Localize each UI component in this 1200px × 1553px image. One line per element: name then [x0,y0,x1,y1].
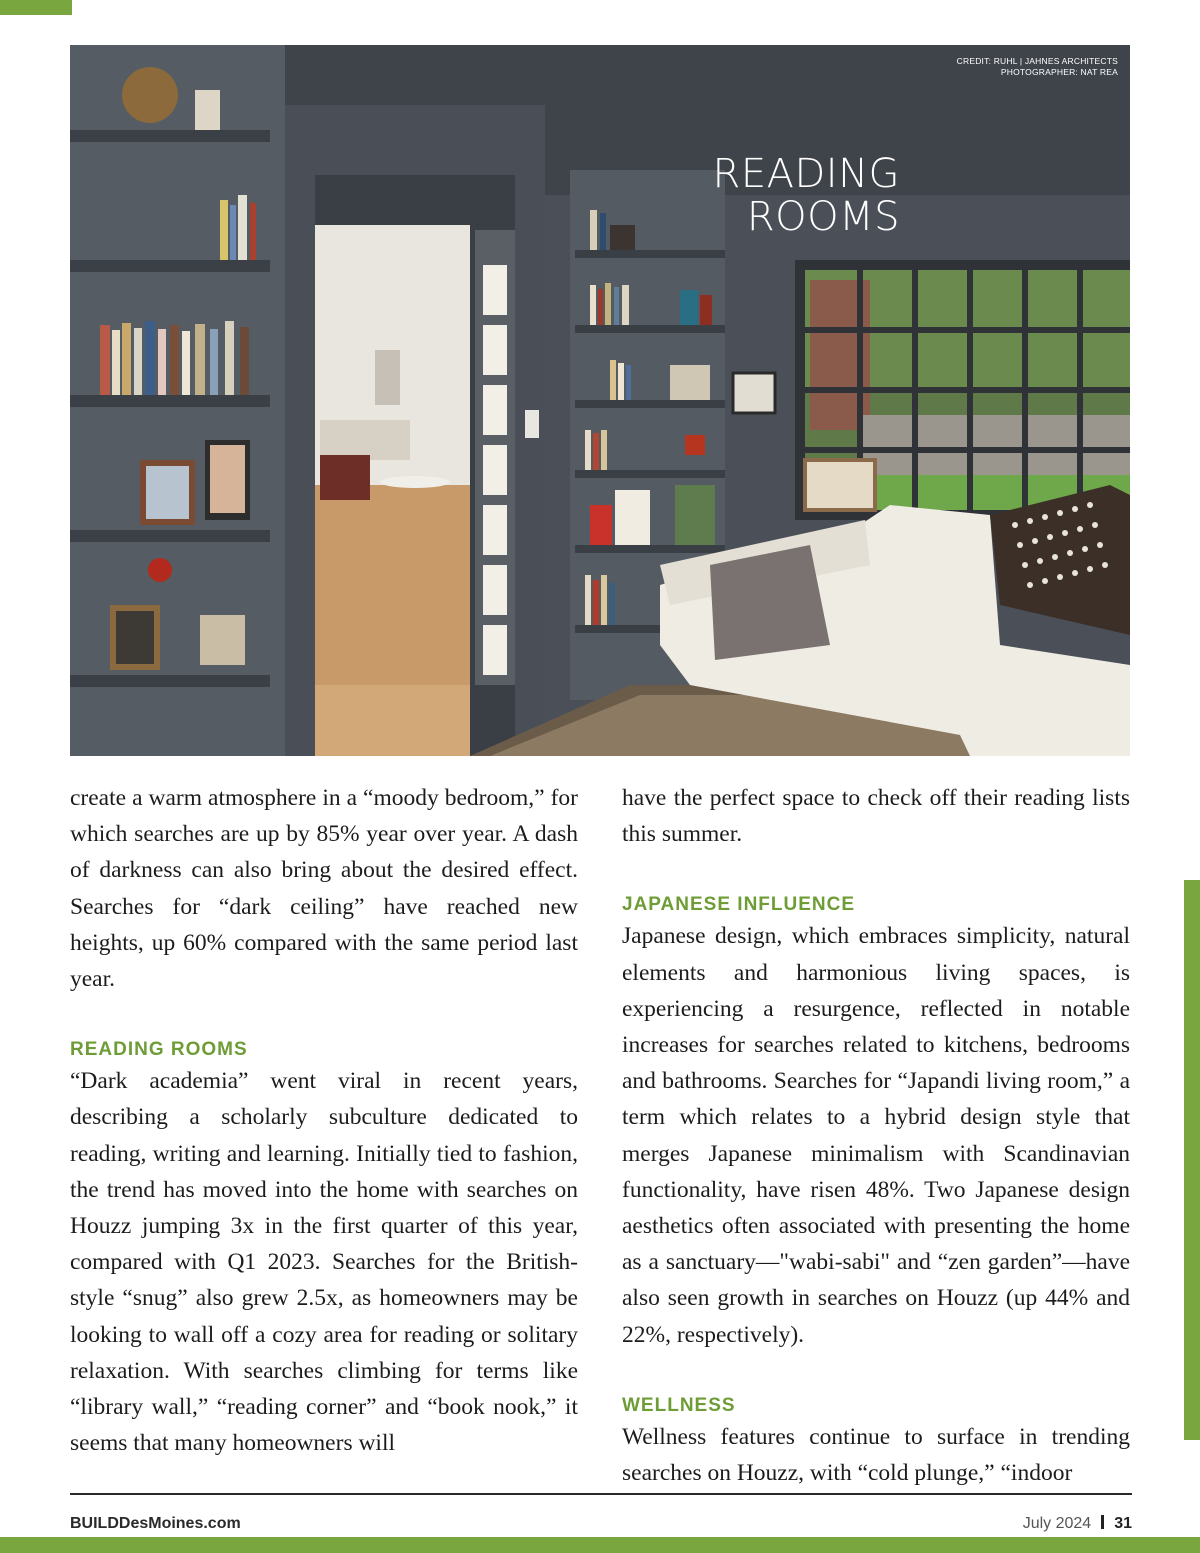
body-paragraph: Japanese design, which embraces simplicity, natural elements and harmonious living spaces, is experiencing a resurgence, reflected in notable increases for searches related to kitchens, bedrooms and bathrooms. Searches for “Japandi living room,” a term which relates to a hybrid design style that merges Japanese minimalism with Scandinavian functionality, have risen 48%. Two Japanese design aesthetics often associated with presenting the home as a sanctuary—"wabi-sabi" and “zen garden”—have also seen growth in searches on Houzz (up 44% and 22%, respectively). [622,923,1130,1348]
footer-separator [1101,1515,1104,1529]
footer-date: July 2024 [1022,1515,1092,1532]
right-text-column [622,780,1130,1491]
body-paragraph: have the perfect space to check off their reading lists this summer. [622,785,1130,848]
footer-website: BUILDDesMoines.com [70,1515,241,1532]
photo-credit [957,56,1118,78]
left-text-column [70,780,578,1461]
bottom-accent-bar [0,1537,1200,1553]
photo-title-line1: READING [712,151,900,197]
side-accent-tab [1184,880,1200,1440]
footer-divider [70,1493,1132,1495]
photo-credit-architect: CREDIT: RUHL | JAHNES ARCHITECTS [956,56,1118,66]
section-heading-japanese-influence: JAPANESE INFLUENCE [622,894,856,916]
page-number: 31 [1114,1515,1132,1532]
section-heading-wellness: WELLNESS [622,1394,736,1416]
photo-title-line2: ROOMS [746,194,900,240]
photo-title [695,153,900,239]
body-paragraph: create a warm atmosphere in a “moody bedroom,” for which searches are up by 85% year over year. A dash of darkness can also bring about the desired effect. Searches for “dark ceiling” have reached new heights, up 60% compared with the same period last year. [70,785,578,993]
body-paragraph: Wellness features continue to surface in trending searches on Houzz, with “cold plunge,” “indoor [622,1423,1130,1487]
top-accent-tab [0,0,72,15]
room-illustration [70,45,1130,756]
footer-issue-info [1023,1515,1132,1533]
photo-credit-photographer: PHOTOGRAPHER: NAT REA [1000,67,1118,77]
section-heading-reading-rooms: READING ROOMS [70,1039,248,1061]
body-paragraph: “Dark academia” went viral in recent years, describing a scholarly subculture dedicated to reading, writing and learning. Initially tied to fashion, the trend has moved into the home with searches on Houzz jumping 3x in the first quarter of this year, compared with Q1 2023. Searches for the British-style “snug” also grew 2.5x, as homeowners may be looking to wall off a cozy area for reading or solitary relaxation. With searches climbing for terms like “library wall,” “reading corner” and “book nook,” it seems that many homeowners will [70,1068,578,1457]
reading-room-photo [70,45,1130,756]
